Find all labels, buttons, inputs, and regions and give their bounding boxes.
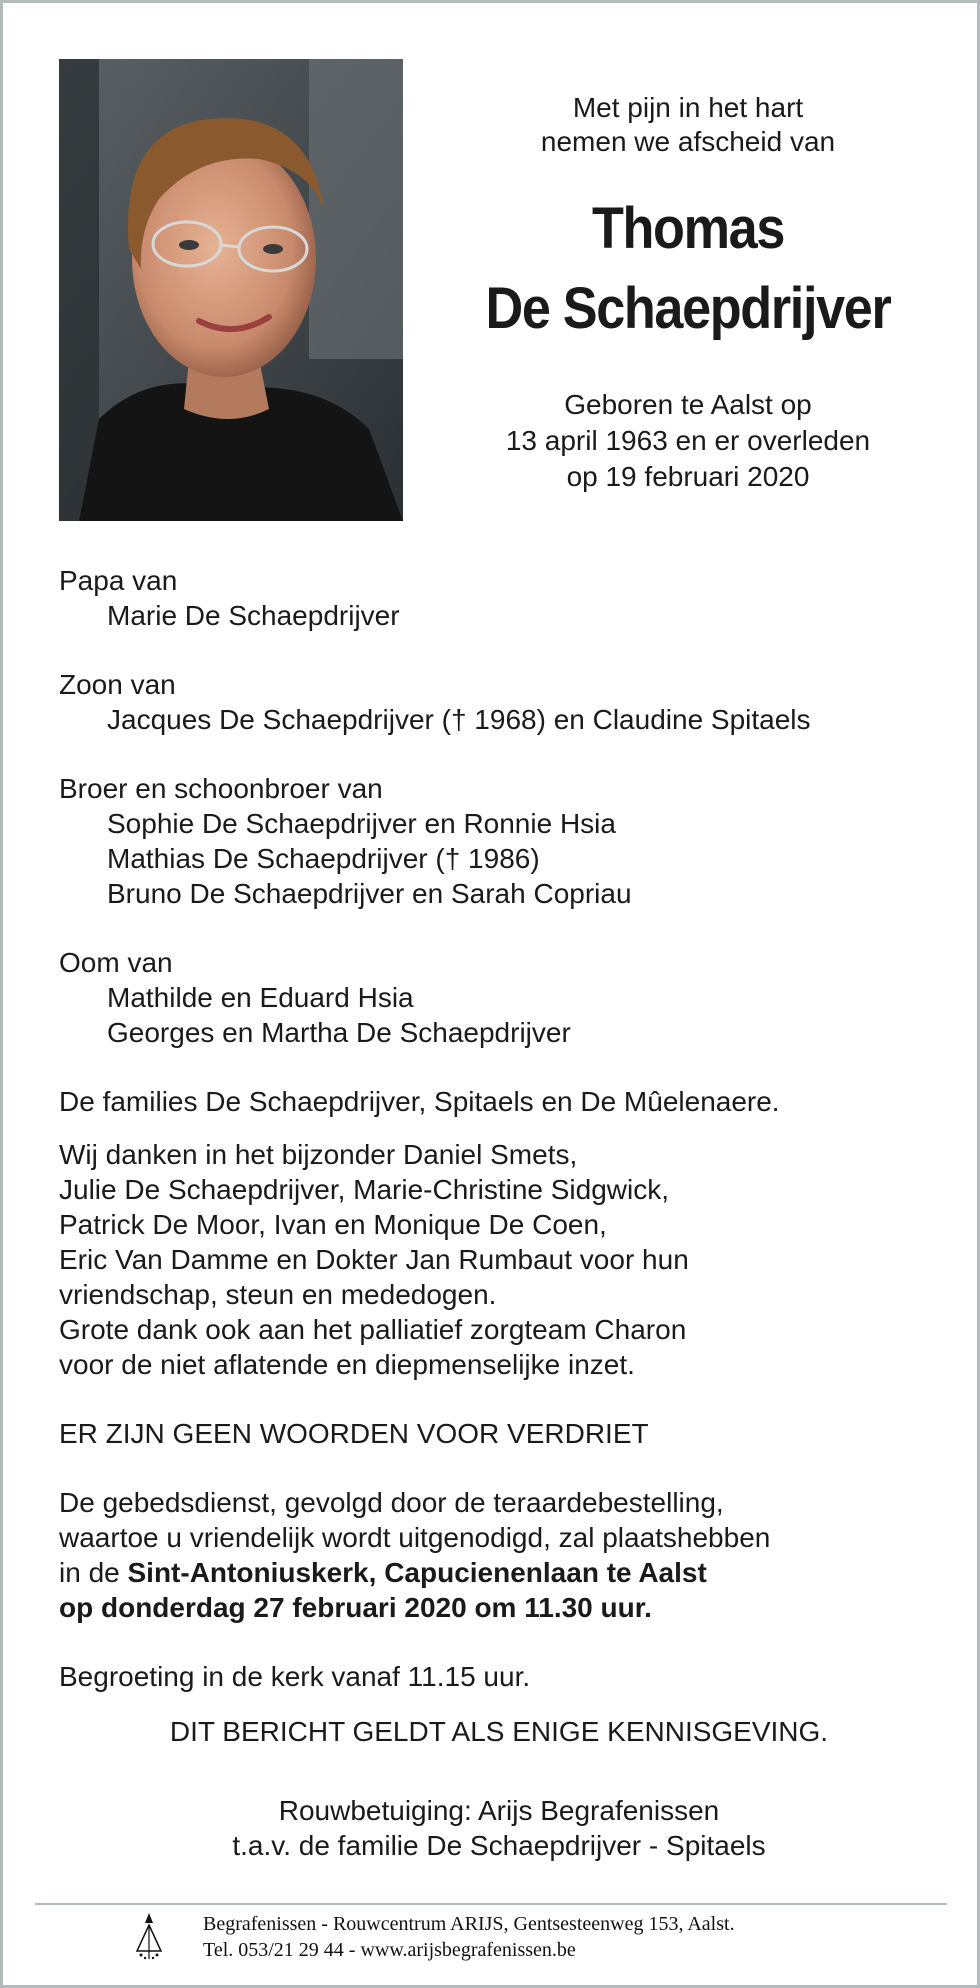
- notice-body: [59, 563, 939, 1897]
- footer-divider: [35, 1903, 947, 1905]
- section-heading: Oom van: [59, 947, 173, 978]
- service-line: [59, 1555, 939, 1590]
- service-location: Sint-Antoniuskerk, Capucienenlaan te Aalst: [127, 1557, 707, 1588]
- condolence-line: Rouwbetuiging: Arijs Begrafenissen: [278, 1795, 720, 1826]
- thanks-line: Eric Van Damme en Dokter Jan Rumbaut voor hun: [59, 1244, 689, 1275]
- thanks-line: vriendschap, steun en mededogen.: [59, 1279, 497, 1310]
- family-member: Jacques De Schaepdrijver († 1968) en Claudine Spitaels: [107, 704, 811, 735]
- thanks-line: Patrick De Moor, Ivan en Monique De Coen,: [59, 1209, 607, 1240]
- family-member: Mathilde en Eduard Hsia: [107, 982, 414, 1013]
- arijs-logo-icon: [131, 1911, 167, 1961]
- section-service: [59, 1485, 939, 1625]
- intro-line: Met pijn in het hart: [572, 92, 804, 123]
- intro-line: nemen we afscheid van: [540, 126, 836, 157]
- funeral-home-footer: [203, 1911, 903, 1963]
- service-line: De gebedsdienst, gevolgd door de teraardebestelling,: [59, 1487, 724, 1518]
- portrait-photo: [59, 59, 403, 521]
- birth-line: 13 april 1963 en er overleden: [505, 425, 871, 456]
- section-heading: Broer en schoonbroer van: [59, 773, 383, 804]
- section-thanks: [59, 1137, 939, 1382]
- first-name: Thomas: [591, 196, 785, 261]
- birth-line: op 19 februari 2020: [566, 461, 810, 492]
- portrait-illustration: [59, 59, 403, 521]
- family-member: Marie De Schaepdrijver: [107, 600, 400, 631]
- greeting-text: Begroeting in de kerk vanaf 11.15 uur.: [59, 1661, 531, 1692]
- notice-text: DIT BERICHT GELDT ALS ENIGE KENNISGEVING.: [169, 1716, 829, 1747]
- thanks-line: Grote dank ook aan het palliatief zorgteam Charon: [59, 1314, 687, 1345]
- section-motto: [59, 1416, 939, 1451]
- thanks-line: Julie De Schaepdrijver, Marie-Christine Sidgwick,: [59, 1174, 670, 1205]
- section-families: [59, 1084, 939, 1119]
- condolence-line: t.a.v. de familie De Schaepdrijver - Spitaels: [232, 1830, 766, 1861]
- service-prefix: in de: [59, 1557, 128, 1588]
- family-member: Mathias De Schaepdrijver († 1986): [107, 843, 540, 874]
- birth-line: Geboren te Aalst op: [564, 389, 812, 420]
- section-papa: [59, 563, 939, 633]
- family-member: Sophie De Schaepdrijver en Ronnie Hsia: [107, 808, 616, 839]
- section-broer: [59, 771, 939, 911]
- intro-text: [433, 91, 943, 159]
- section-zoon: [59, 667, 939, 737]
- last-name: De Schaepdrijver: [485, 276, 891, 341]
- section-notice: [59, 1714, 939, 1749]
- deceased-name: [459, 189, 918, 349]
- thanks-line: voor de niet aflatende en diepmenselijke inzet.: [59, 1349, 635, 1380]
- birth-death-info: [433, 387, 943, 495]
- service-datetime: op donderdag 27 februari 2020 om 11.30 uur.: [59, 1592, 652, 1623]
- families-text: De families De Schaepdrijver, Spitaels en De Mûelenaere.: [59, 1086, 780, 1117]
- footer-address: Begrafenissen - Rouwcentrum ARIJS, Gentsesteenweg 153, Aalst.: [203, 1913, 735, 1935]
- footer-contact: Tel. 053/21 29 44 - www.arijsbegrafenissen.be: [203, 1939, 576, 1961]
- section-oom: [59, 945, 939, 1050]
- section-greeting: [59, 1659, 939, 1694]
- section-heading: Zoon van: [59, 669, 176, 700]
- section-condolence: [59, 1793, 939, 1863]
- motto-text: ER ZIJN GEEN WOORDEN VOOR VERDRIET: [59, 1418, 649, 1449]
- family-member: Georges en Martha De Schaepdrijver: [107, 1017, 571, 1048]
- section-heading: Papa van: [59, 565, 178, 596]
- service-line: waartoe u vriendelijk wordt uitgenodigd, zal plaatshebben: [59, 1522, 771, 1553]
- family-member: Bruno De Schaepdrijver en Sarah Copriau: [107, 878, 632, 909]
- thanks-line: Wij danken in het bijzonder Daniel Smets,: [59, 1139, 578, 1170]
